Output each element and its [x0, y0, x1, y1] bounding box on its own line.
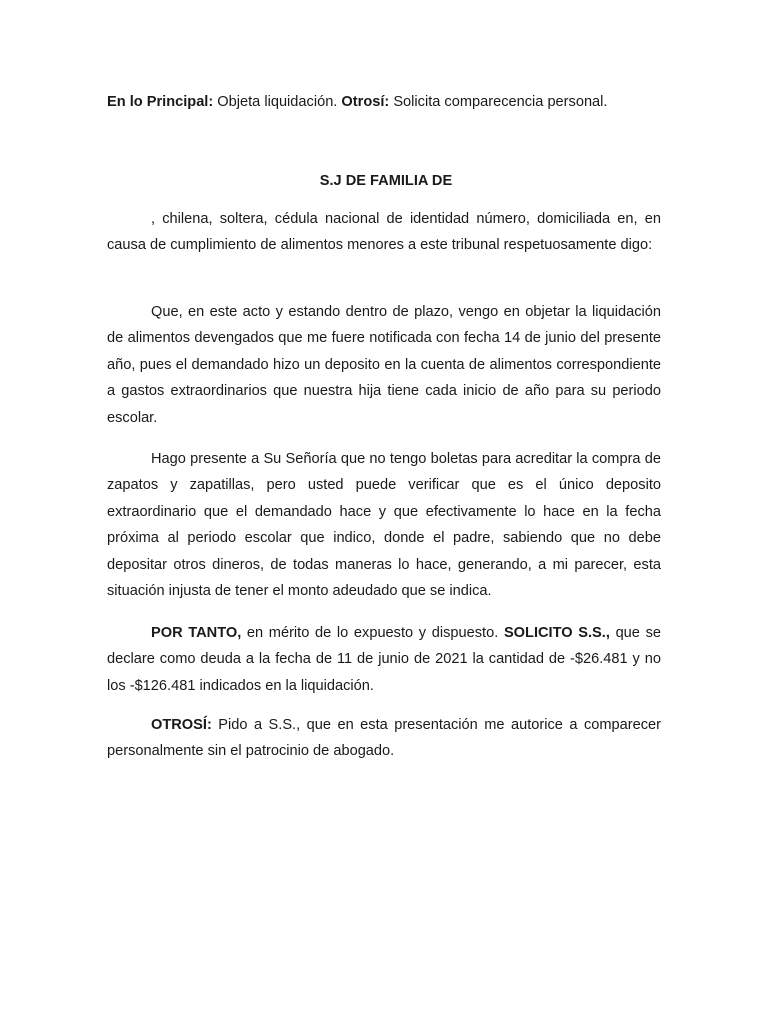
paragraph-objection-text: Que, en este acto y estando dentro de plazo, vengo en objetar la liquidación de alimentos devengados que me fuere notificada con fecha 14 de junio del presente año, pues el demandado hizo un deposito en la cuenta de alimentos correspondiente a gastos extraordinarios que nuestra hija tiene cada inicio de año para su periodo escolar.: [107, 304, 661, 426]
paragraph-argument: [107, 446, 661, 604]
por-tanto-label: POR TANTO,: [151, 625, 242, 641]
por-tanto-text-1: en mérito de lo expuesto y dispuesto.: [241, 625, 504, 641]
otrosi-text: Solicita comparecencia personal.: [389, 94, 608, 110]
court-title: S.J DE FAMILIA DE: [319, 173, 453, 189]
paragraph-intro: [107, 206, 661, 259]
paragraph-por-tanto: [107, 620, 661, 699]
otrosi-label: Otrosí:: [341, 94, 390, 110]
otrosi-request-label: OTROSÍ:: [151, 717, 212, 733]
paragraph-intro-text: , chilena, soltera, cédula nacional de identidad número, domiciliada en, en causa de cumplimiento de alimentos menores a este tribunal respetuosamente digo:: [107, 211, 661, 254]
por-tanto-text-2: que se declare como deuda a la fecha de 11 de junio de 2021 la cantidad de -$26.481 y no los -$126.481 indicados en la liquidación.: [107, 625, 661, 694]
paragraph-otrosi: [107, 712, 661, 765]
solicito-label: SOLICITO S.S.,: [503, 625, 610, 641]
document-heading: [107, 89, 661, 115]
principal-label: En lo Principal:: [107, 94, 214, 110]
otrosi-request-text: Pido a S.S., que en esta presentación me autorice a comparecer personalmente sin el patrocinio de abogado.: [107, 717, 661, 760]
paragraph-objection: [107, 299, 661, 431]
principal-text: Objeta liquidación.: [213, 94, 342, 110]
paragraph-argument-text: Hago presente a Su Señoría que no tengo boletas para acreditar la compra de zapatos y zapatillas, pero usted puede verificar que es el único deposito extraordinario que el demandado hace y que efectivamente lo hace en la fecha próxima al periodo escolar que indico, donde el padre, sabiendo que no debe depositar otros dineros, de todas maneras lo hace, generando, a mi parecer, esta situación injusta de tener el monto adeudado que se indica.: [107, 451, 661, 600]
